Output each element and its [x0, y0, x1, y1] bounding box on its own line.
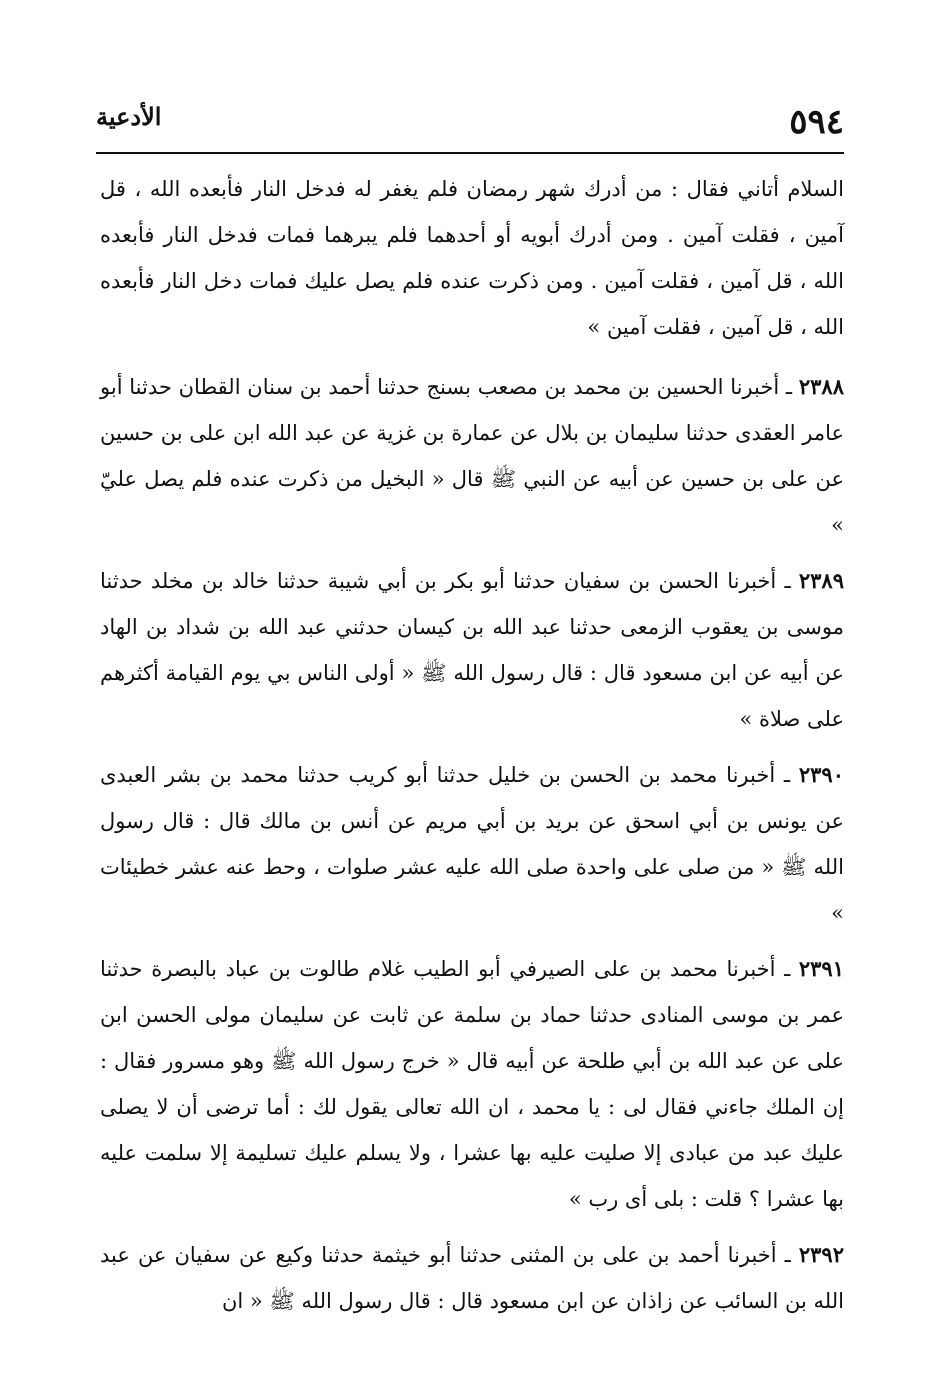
page-header — [96, 96, 844, 154]
hadith-text: ـ أخبرنا محمد بن الحسن بن خليل حدثنا أبو كريب حدثنا محمد بن بشر العبدى عن يونس بن أبي اسحق عن بريد بن أبي مريم عن أنس بن مالك قال : قال رسول الله ﷺ « من صلى على واحدة صلى الله عليه عشر صلوات ، وحط عنه عشر خطيئات » — [100, 763, 844, 925]
hadith-text: ـ أخبرنا أحمد بن على بن المثنى حدثنا أبو خيثمة حدثنا وكيع عن سفيان عن عبد الله بن السائب عن زاذان عن ابن مسعود قال : قال رسول الله ﷺ « ان — [100, 1243, 844, 1313]
running-title: الأدعية — [96, 102, 162, 131]
paragraph — [100, 166, 844, 350]
hadith-paragraph — [100, 1232, 844, 1324]
hadith-text: ـ أخبرنا محمد بن على الصيرفي أبو الطيب غلام طالوت بن عباد بالبصرة حدثنا عمر بن موسى المنادى حدثنا حماد بن سلمة عن ثابت عن سليمان مولى الحسن ابن على عن عبد الله بن أبي طلحة عن أبيه قال « خرج رسول الله ﷺ وهو مسرور فقال : إن الملك جاءني فقال لى : يا محمد ، ان الله تعالى يقول لك : أما ترضى أن لا يصلى عليك عبد من عبادى إلا صليت عليه بها عشرا ، ولا يسلم عليك تسليمة إلا سلمت عليه بها عشرا ؟ قلت : بلى أى رب » — [100, 957, 844, 1211]
hadith-text: ـ أخبرنا الحسين بن محمد بن مصعب بسنج حدثنا أحمد بن سنان القطان حدثنا أبو عامر العقدى حدثنا سليمان بن بلال عن عمارة بن غزية عن عبد الله ابن على بن حسين عن على بن حسين عن أبيه عن النبي ﷺ قال « البخيل من ذكرت عنده فلم يصل عليّ » — [100, 375, 844, 537]
hadith-number: ٢٣٩٢ — [798, 1242, 844, 1267]
hadith-number: ٢٣٨٨ — [798, 374, 844, 399]
hadith-number: ٢٣٩١ — [798, 956, 844, 981]
hadith-paragraph — [100, 364, 844, 548]
hadith-paragraph — [100, 752, 844, 936]
hadith-number: ٢٣٨٩ — [798, 568, 844, 593]
page-number: ٥٩٤ — [789, 102, 844, 142]
hadith-number: ٢٣٩٠ — [798, 762, 844, 787]
hadith-paragraph — [100, 946, 844, 1222]
page-body — [100, 166, 844, 1335]
hadith-paragraph — [100, 558, 844, 742]
hadith-text: ـ أخبرنا الحسن بن سفيان حدثنا أبو بكر بن أبي شيبة حدثنا خالد بن مخلد حدثنا موسى بن يعقوب الزمعى حدثنا عبد الله بن كيسان حدثني عبد الله بن شداد بن الهاد عن أبيه عن ابن مسعود قال : قال رسول الله ﷺ « أولى الناس بي يوم القيامة أكثرهم على صلاة » — [100, 569, 844, 731]
paragraph-text: السلام أتاني فقال : من أدرك شهر رمضان فلم يغفر له فدخل النار فأبعده الله ، قل آمين ، فقلت آمين . ومن أدرك أبويه أو أحدهما فلم يبرهما فمات فدخل النار فأبعده الله ، قل آمين ، فقلت آمين . ومن ذكرت عنده فلم يصل عليك فمات دخل النار فأبعده الله ، قل آمين ، فقلت آمين » — [100, 177, 844, 339]
